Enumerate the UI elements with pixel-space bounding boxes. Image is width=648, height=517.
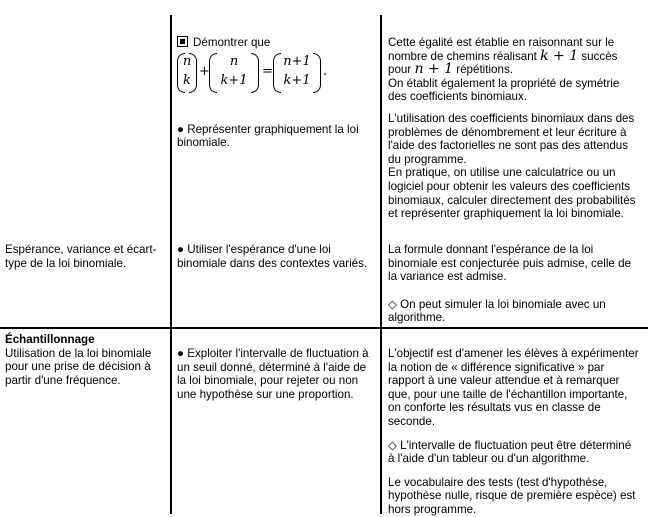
row1-comments-cell — [388, 36, 640, 221]
algorithm-note: ◇ On peut simuler la loi binomiale avec un algorithme. — [388, 297, 606, 325]
comment-paragraph-3: En pratique, on utilise une calculatrice ou un logiciel pour obtenir les valeurs des coefficients binomiaux, calculer directement des probabilités et représenter graphiquement la loi binomiale. — [388, 166, 636, 221]
row3-comments-cell — [388, 347, 640, 517]
comment-paragraph: Cette égalité est établie en raisonnant sur le nombre de chemins réalisant k + 1 succès pour n + 1 répétitions. — [388, 36, 618, 78]
row2-comments-cell — [388, 243, 640, 325]
comment-paragraph-2: L'utilisation des coefficients binomiaux dans des problèmes de dénombrement et leur écriture à l'aide des factorielles ne sont pas des attendus du programme. — [388, 111, 635, 166]
demo-item: Démontrer que — [177, 36, 375, 50]
symmetry-note: On établit également la propriété de symétrie des coefficients binomiaux. — [388, 76, 620, 104]
row1-capacity-cell — [177, 36, 375, 150]
section-title: Échantillonnage — [5, 333, 95, 346]
binomial-n1-k1: n+1 k+1 — [273, 53, 321, 93]
tests-vocabulary-note: Le vocabulaire des tests (test d'hypothèse, hypothèse nulle, risque de première espèce) est hors programme. — [388, 475, 636, 516]
checkbox-square-icon — [177, 36, 188, 47]
comment-paragraph: La formule donnant l'espérance de la loi binomiale est conjecturée puis admise, celle de la variance est admise. — [388, 243, 631, 284]
column-divider-1 — [170, 15, 172, 514]
binomial-identity-formula: n k + n k+1 = n+1 k+1 . — [177, 53, 375, 97]
row2-content-cell: Espérance, variance et écart-type de la loi binomiale. — [5, 243, 157, 270]
fluctuation-note: ◇ L'intervalle de fluctuation peut être déterminé à l'aide d'un tableur ou d'un algorithme. — [388, 438, 632, 466]
represent-item: ● Représenter graphiquement la loi binomiale. — [177, 122, 359, 150]
row-divider — [0, 327, 648, 329]
row2-capacity-cell: ● Utiliser l'espérance d'une loi binomiale dans des contextes variés. — [177, 243, 368, 270]
column-divider-2 — [380, 15, 382, 514]
binomial-n-k1: n k+1 — [209, 53, 259, 93]
comment-paragraph: L'objectif est d'amener les élèves à expérimenter la notion de « différence significative » par rapport à une valeur attendue et à remarquer que, pour une taille de l'échantillon importante, on conforte les résultats vus en classe de seconde. — [388, 347, 639, 428]
row3-capacity-cell: ● Exploiter l'intervalle de fluctuation à un seuil donné, déterminé à l'aide de la loi binomiale, pour rejeter ou non une hypothèse sur une proportion. — [177, 347, 369, 401]
row3-content-cell: Échantillonnage Utilisation de la loi binomiale pour une prise de décision à partir d'une fréquence. — [5, 333, 165, 387]
binomial-n-k: n k — [177, 53, 197, 93]
